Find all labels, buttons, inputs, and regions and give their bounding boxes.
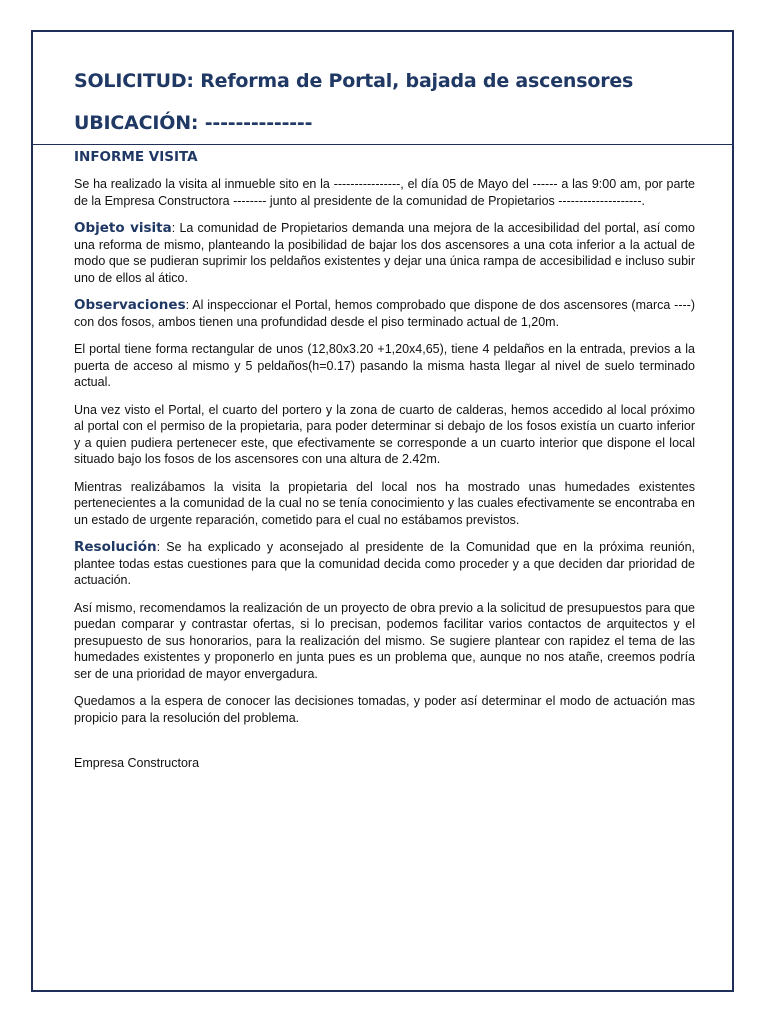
observaciones-label: Observaciones: [74, 297, 186, 313]
humedades-paragraph: Mientras realizábamos la visita la propietaria del local nos ha mostrado unas humedades existentes pertenecientes a la comunidad de la cual no se tenía conocimiento y las cuales efectivamente se encontraba en un estado de urgente reparación, cometido para el cual no estábamos previstos.: [74, 479, 695, 527]
objeto-text: : La comunidad de Propietarios demanda una mejora de la accesibilidad del portal, así como una reforma de mismo, planteando la posibilidad de bajar los dos ascensores a una cota inferior a la actual de modo que se pudieran suprimir los peldaños existentes y dejar una única rampa de accesibilidad e incluso subir uno de ellos al ático.: [74, 221, 695, 285]
cierre-paragraph: Quedamos a la espera de conocer las decisiones tomadas, y poder así determinar el modo de actuación mas propicio para la resolución del problema.: [74, 694, 695, 725]
recomendacion-paragraph: Así mismo, recomendamos la realización de un proyecto de obra previo a la solicitud de presupuestos para que puedan comparar y contrastar ofertas, si lo precisan, podemos facilitar varios contactos de arquitectos y el presupuesto de sus honorarios, para la realización del mismo. Se sugiere plantear con rapidez el tema de las humedades existentes y proponerlo en junta pues es un problema que, aunque no nos atañe, creemos podría ser de una prioridad de mayor envergadura.: [74, 600, 695, 681]
signature: Empresa Constructora: [74, 756, 200, 770]
local-paragraph: Una vez visto el Portal, el cuarto del portero y la zona de cuarto de calderas, hemos accedido al local próximo al portal con el permiso de la propietaria, para poder determinar si debajo de los fosos existía un cuarto inferior y a quien pudiera pertenecer este, que efectivamente se corresponde a un cuarto interior que dispone el local situado bajo los fosos de los ascensores con una altura de 2.42m.: [74, 402, 695, 466]
location-line: UBICACIÓN: --------------: [74, 112, 313, 134]
portal-paragraph: El portal tiene forma rectangular de unos (12,80x3.20 +1,20x4,65), tiene 4 peldaños en la entrada, previos a la puerta de acceso al mismo y 5 peldaños(h=0.17) pasando la misma hasta llegar al nivel de suelo terminado actual.: [74, 342, 695, 389]
resolucion-paragraph: [74, 539, 695, 589]
report-body: [74, 149, 695, 770]
observaciones-paragraph: [74, 297, 695, 330]
resolucion-label: Resolución: [74, 539, 157, 555]
intro-paragraph: Se ha realizado la visita al inmueble sito en la ----------------, el día 05 de Mayo del ------ a las 9:00 am, por parte de la Empresa Constructora -------- junto al presidente de la comunidad de Propietarios --------------------.: [74, 177, 695, 208]
objeto-paragraph: [74, 220, 695, 286]
section-title-informe: INFORME VISITA: [74, 149, 198, 165]
document-page: [31, 30, 734, 992]
objeto-label: Objeto visita: [74, 220, 172, 236]
resolucion-text: : Se ha explicado y aconsejado al presidente de la Comunidad que en la próxima reunión, plantee todas estas cuestiones para que la comunidad decida como proceder y a que deciden dar prioridad de actuación.: [74, 540, 695, 587]
request-title: SOLICITUD: Reforma de Portal, bajada de ascensores: [74, 70, 634, 92]
document-header: [33, 32, 732, 145]
observaciones-text: : Al inspeccionar el Portal, hemos comprobado que dispone de dos ascensores (marca ----) con dos fosos, ambos tienen una profundidad desde el piso terminado actual de 1,20m.: [74, 298, 695, 329]
